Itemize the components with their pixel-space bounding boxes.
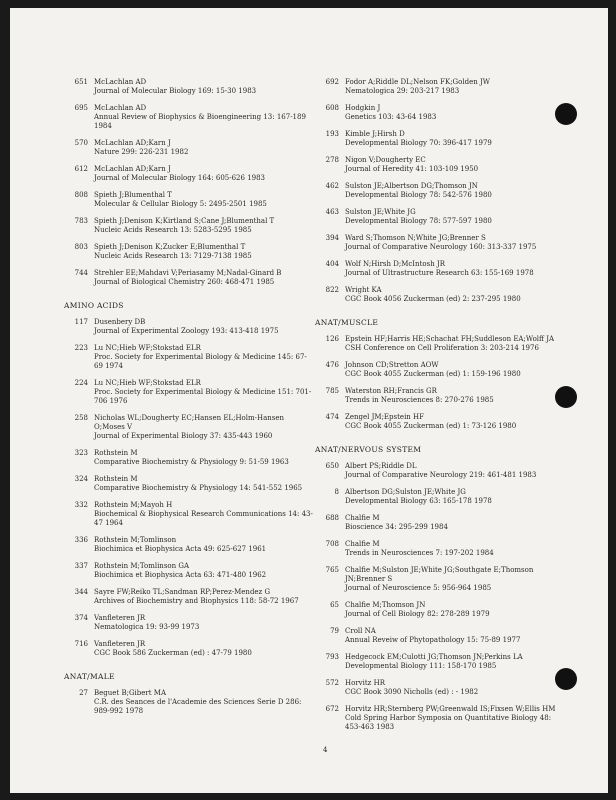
citation-authors: Albertson DG;Sulston JE;White JG [345,488,466,496]
left-column [64,78,314,726]
citation-entry [315,566,560,593]
citation-number: 793 [325,653,339,661]
citation-authors: Ward S;Thomson N;White JG;Brenner S [345,234,486,242]
citation-source: CGC Book 4055 Zuckerman (ed) 1: 73-126 1980 [345,422,517,430]
citation-source: Journal of Biological Chemistry 260: 468-471 1985 [94,278,275,286]
citation-body [345,462,536,480]
citation-body [345,361,521,379]
citation-body [94,414,314,441]
citation-entry [64,344,314,371]
citation-number: 224 [74,379,88,387]
citation-body [345,653,523,671]
section-title: ANAT/MUSCLE [315,318,379,327]
binder-hole [555,103,577,125]
citation-authors: Chalfie M [345,514,380,522]
citation-entry [64,191,314,209]
citation-source: Comparative Biochemistry & Physiology 9: 51-59 1963 [94,458,289,466]
citation-entry [315,514,560,532]
citation-authors: Sayre FW;Reiko TL;Sandman RP;Perez-Mendez G [94,588,271,596]
citation-source: CGC Book 586 Zuckerman (ed) : 47-79 1980 [94,649,252,657]
citation-source: Developmental Biology 70: 396-417 1979 [345,139,492,147]
citation-body [345,182,492,200]
section-title: ANAT/NERVOUS SYSTEM [315,445,422,454]
citation-body [345,566,560,593]
citation-entry [64,449,314,467]
citation-entry [315,130,560,148]
citation-body [94,191,267,209]
citation-source: Journal of Comparative Neurology 219: 461-481 1983 [345,471,537,479]
citation-source: Trends in Neurosciences 7: 197-202 1984 [345,549,494,557]
bibliography-section [64,301,314,658]
citation-body [345,104,436,122]
citation-entry [315,260,560,278]
citation-entry [315,387,560,405]
citation-entry [64,243,314,261]
citation-entry [315,462,560,480]
citation-entry [315,627,560,645]
citation-authors: Horvitz HR [345,679,385,687]
citation-number: 822 [325,286,339,294]
citation-body [94,104,314,131]
citation-number: 117 [74,318,88,326]
citation-authors: Rothstein M [94,449,138,457]
bibliography-section [64,78,314,287]
citation-body [94,165,265,183]
citation-body [94,379,314,406]
citation-body [94,318,279,336]
citation-number: 278 [325,156,339,164]
citation-number: 570 [74,139,88,147]
citation-entry [64,536,314,554]
citation-number: 612 [74,165,88,173]
citation-number: 65 [330,601,339,609]
citation-number: 651 [74,78,88,86]
citation-number: 695 [74,104,88,112]
citation-entry [64,104,314,131]
citation-authors: Rothstein M;Tomlinson GA [94,562,190,570]
citation-body [94,475,302,493]
citation-authors: Spieth J;Denison K;Kirtland S;Cane J;Blumenthal T [94,217,275,225]
citation-body [345,156,478,174]
citation-body [94,588,299,606]
citation-number: 765 [325,566,339,574]
citation-source: Journal of Cell Biology 82: 278-289 1979 [345,610,490,618]
citation-number: 744 [74,269,88,277]
citation-number: 692 [325,78,339,86]
citation-source: Developmental Biology 78: 577-597 1980 [345,217,492,225]
citation-number: 650 [325,462,339,470]
citation-source: CGC Book 4055 Zuckerman (ed) 1: 159-196 1980 [345,370,521,378]
citation-authors: Spieth J;Blumenthal T [94,191,172,199]
citation-source: Journal of Heredity 41: 103-109 1950 [345,165,479,173]
binder-hole [555,386,577,408]
citation-source: CGC Book 4056 Zuckerman (ed) 2: 237-295 1980 [345,295,521,303]
citation-authors: Kimble J;Hirsh D [345,130,405,138]
citation-number: 258 [74,414,88,422]
citation-authors: Hodgkin J [345,104,381,112]
citation-authors: Nigon V;Dougherty EC [345,156,426,164]
citation-source: Proc. Society for Experimental Biology & Medicine 145: 67-69 1974 [94,353,307,370]
citation-entry [315,540,560,558]
citation-body [94,614,199,632]
citation-body [345,488,492,506]
citation-authors: Rothstein M;Tomlinson [94,536,177,544]
citation-entry [315,413,560,431]
citation-body [345,413,516,431]
citation-number: 688 [325,514,339,522]
citation-number: 193 [325,130,339,138]
citation-number: 394 [325,234,339,242]
citation-number: 608 [325,104,339,112]
citation-entry [315,286,560,304]
citation-body [345,335,554,353]
citation-authors: McLachlan AD;Karn J [94,139,171,147]
citation-source: Journal of Experimental Zoology 193: 413-418 1975 [94,327,279,335]
citation-source: Proc. Society for Experimental Biology & Medicine 151: 701-706 1976 [94,388,312,405]
citation-authors: Vanfleteren JR [94,640,146,648]
citation-authors: Fodor A;Riddle DL;Nelson FK;Golden JW [345,78,490,86]
citation-entry [315,234,560,252]
citation-number: 323 [74,449,88,457]
citation-source: Molecular & Cellular Biology 5: 2495-2501 1985 [94,200,267,208]
citation-authors: Strehler EE;Mahdavi V;Periasamy M;Nadal-Ginard B [94,269,282,277]
bibliography-section [315,318,560,431]
citation-entry [315,182,560,200]
citation-body [345,514,448,532]
citation-body [345,601,490,619]
citation-number: 462 [325,182,339,190]
citation-authors: Croll NA [345,627,376,635]
citation-number: 708 [325,540,339,548]
citation-entry [315,653,560,671]
citation-entry [64,139,314,157]
citation-body [345,234,536,252]
citation-body [94,640,252,658]
citation-authors: Beguet B;Gibert MA [94,689,167,697]
citation-source: Journal of Ultrastructure Research 63: 155-169 1978 [345,269,534,277]
citation-authors: Sulston JE;Albertson DG;Thomson JN [345,182,478,190]
citation-source: Journal of Neuroscience 5: 956-964 1985 [345,584,492,592]
citation-authors: Chalfie M [345,540,380,548]
citation-entry [315,156,560,174]
citation-source: Genetics 103: 43-64 1983 [345,113,437,121]
citation-authors: Rothstein M [94,475,138,483]
citation-source: Nucleic Acids Research 13: 7129-7138 1985 [94,252,252,260]
citation-source: Developmental Biology 63: 165-178 1978 [345,497,492,505]
citation-entry [64,165,314,183]
citation-body [345,208,492,226]
citation-source: Journal of Molecular Biology 169: 15-30 1983 [94,87,257,95]
citation-authors: Chalfie M;Sulston JE;White JG;Southgate E;Thomson JN;Brenner S [345,566,534,583]
citation-authors: Rothstein M;Mayoh H [94,501,173,509]
citation-entry [64,217,314,235]
citation-entry [315,208,560,226]
citation-authors: Wright KA [345,286,382,294]
citation-number: 324 [74,475,88,483]
citation-entry [64,614,314,632]
citation-source: Nature 299: 226-231 1982 [94,148,189,156]
citation-source: Nematologica 19: 93-99 1973 [94,623,200,631]
citation-number: 27 [79,689,88,697]
citation-body [94,562,266,580]
citation-entry [315,679,560,697]
document-page [10,8,608,793]
citation-entry [64,475,314,493]
citation-entry [64,269,314,287]
citation-authors: Dusenbery DB [94,318,146,326]
citation-number: 783 [74,217,88,225]
citation-body [345,540,494,558]
citation-number: 716 [74,640,88,648]
citation-authors: Albert PS;Riddle DL [345,462,417,470]
citation-number: 672 [325,705,339,713]
citation-body [94,449,289,467]
citation-entry [64,640,314,658]
citation-body [94,78,256,96]
citation-body [94,217,274,235]
citation-body [345,627,520,645]
citation-authors: Spieth J;Denison K;Zucker E;Blumenthal T [94,243,246,251]
citation-source: Journal of Comparative Neurology 160: 313-337 1975 [345,243,537,251]
citation-number: 463 [325,208,339,216]
citation-authors: Sulston JE;White JG [345,208,416,216]
citation-authors: Johnson CD;Stretton AOW [345,361,439,369]
section-title: AMINO ACIDS [64,301,124,310]
citation-source: Developmental Biology 111: 158-170 1985 [345,662,497,670]
citation-entry [64,78,314,96]
citation-authors: Nicholas WL;Dougherty EC;Hansen EL;Holm-Hansen O;Moses V [94,414,285,431]
citation-source: Biochimica et Biophysica Acta 49: 625-627 1961 [94,545,267,553]
citation-entry [315,335,560,353]
citation-number: 332 [74,501,88,509]
citation-entry [64,588,314,606]
bibliography-section [315,445,560,732]
right-column [315,78,560,742]
citation-entry [64,414,314,441]
citation-source: CGC Book 3090 Nicholls (ed) : - 1982 [345,688,479,696]
citation-number: 223 [74,344,88,352]
citation-body [94,344,314,371]
citation-authors: Vanfleteren JR [94,614,146,622]
citation-entry [315,361,560,379]
citation-entry [64,689,314,716]
citation-body [345,387,494,405]
citation-number: 374 [74,614,88,622]
citation-source: Annual Reveiw of Phytopathology 15: 75-89 1977 [345,636,521,644]
citation-source: Nematologica 29: 203-217 1983 [345,87,460,95]
citation-entry [315,705,560,732]
citation-source: Biochimica et Biophysica Acta 63: 471-480 1962 [94,571,267,579]
citation-number: 572 [325,679,339,687]
citation-number: 404 [325,260,339,268]
citation-body [345,286,521,304]
citation-authors: Wolf N;Hirsh D;McIntosh JR [345,260,445,268]
citation-source: Journal of Experimental Biology 37: 435-443 1960 [94,432,273,440]
bibliography-section [315,78,560,304]
citation-number: 8 [334,488,339,496]
citation-source: Bioscience 34: 295-299 1984 [345,523,448,531]
citation-source: Trends in Neurosciences 8: 270-276 1985 [345,396,494,404]
citation-entry [315,78,560,96]
binder-hole [555,668,577,690]
citation-number: 474 [325,413,339,421]
citation-number: 476 [325,361,339,369]
citation-source: CSH Conference on Cell Proliferation 3: 203-214 1976 [345,344,539,352]
citation-body [94,536,266,554]
citation-number: 337 [74,562,88,570]
citation-authors: McLachlan AD [94,104,147,112]
citation-source: Annual Review of Biophysics & Bioengineering 13: 167-189 1984 [94,113,306,130]
page-number: 4 [323,746,328,754]
citation-authors: McLachlan AD [94,78,147,86]
citation-body [345,705,560,732]
citation-source: Archives of Biochemistry and Biophysics 118: 58-72 1967 [94,597,299,605]
citation-body [345,78,490,96]
citation-authors: Lu NC;Hieb WF;Stokstad ELR [94,379,201,387]
citation-authors: McLachlan AD;Karn J [94,165,171,173]
citation-number: 344 [74,588,88,596]
citation-entry [64,501,314,528]
citation-number: 336 [74,536,88,544]
citation-entry [64,562,314,580]
citation-source: Developmental Biology 78: 542-576 1980 [345,191,492,199]
citation-body [345,130,492,148]
citation-number: 79 [330,627,339,635]
citation-authors: Chalfie M;Thomson JN [345,601,426,609]
citation-entry [315,104,560,122]
citation-entry [315,488,560,506]
citation-body [94,501,314,528]
citation-body [345,260,534,278]
citation-number: 803 [74,243,88,251]
citation-authors: Lu NC;Hieb WF;Stokstad ELR [94,344,201,352]
citation-number: 785 [325,387,339,395]
citation-authors: Horvitz HR;Sternberg PW;Greenwald IS;Fixsen W;Ellis HM [345,705,556,713]
citation-source: Cold Spring Harbor Symposia on Quantitative Biology 48: 453-463 1983 [345,714,552,731]
citation-body [94,269,281,287]
citation-number: 126 [325,335,339,343]
citation-source: Biochemical & Biophysical Research Communications 14: 43-47 1964 [94,510,313,527]
citation-entry [64,318,314,336]
citation-body [94,139,188,157]
citation-authors: Epstein HF;Harris HE;Schachat FH;Suddleson EA;Wolff JA [345,335,555,343]
citation-source: Nucleic Acids Research 13: 5283-5295 1985 [94,226,252,234]
citation-authors: Waterston RH;Francis GR [345,387,437,395]
citation-body [94,689,314,716]
citation-entry [64,379,314,406]
bibliography-section [64,672,314,716]
citation-body [94,243,252,261]
citation-entry [315,601,560,619]
section-title: ANAT/MALE [64,672,115,681]
citation-number: 808 [74,191,88,199]
citation-source: Comparative Biochemistry & Physiology 14: 541-552 1965 [94,484,303,492]
citation-authors: Hedgecock EM;Culotti JG;Thomson JN;Perkins LA [345,653,523,661]
citation-source: Journal of Molecular Biology 164: 605-626 1983 [94,174,266,182]
citation-body [345,679,478,697]
citation-authors: Zengel JM;Epstein HF [345,413,425,421]
citation-source: C.R. des Seances de l'Academie des Sciences Serie D 286: 989-992 1978 [94,698,302,715]
